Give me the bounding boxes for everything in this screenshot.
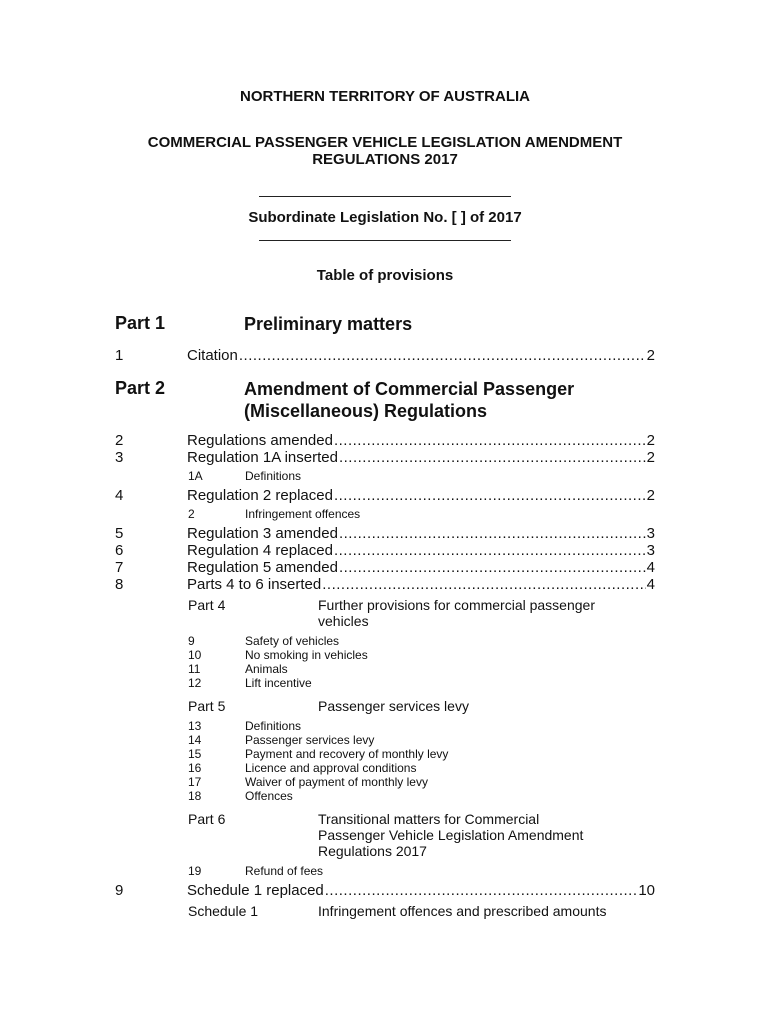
subpart-number: Part 6 [188, 811, 226, 827]
dot-leader [339, 449, 646, 467]
sub-entry-title: No smoking in vehicles [245, 648, 368, 662]
dot-leader [339, 525, 646, 543]
entry-label: Regulations amended [187, 432, 333, 449]
toc-entry-2[interactable] [0, 432, 770, 450]
sub-entry-number: 19 [188, 864, 202, 878]
dot-leader [334, 487, 646, 505]
entry-page: 3 [646, 542, 655, 559]
sub-entry-title: Safety of vehicles [245, 634, 340, 648]
sub-entry-number: 14 [188, 733, 202, 747]
sub-entry-number: 1A [188, 469, 203, 483]
entry-number: 8 [115, 576, 124, 593]
entry-number: 6 [115, 542, 124, 559]
sub-entry-title: Animals [245, 662, 288, 676]
sub-entry-title: Refund of fees [245, 864, 324, 878]
sub-entry-title: Definitions [245, 469, 302, 483]
sub-entry-title: Payment and recovery of monthly levy [245, 747, 449, 761]
dot-leader [239, 347, 646, 365]
subpart-number: Part 5 [188, 698, 226, 714]
entry-label: Regulation 4 replaced [187, 542, 333, 559]
sub-entry-number: 15 [188, 747, 202, 761]
subpart-title: Passenger services levy [318, 698, 469, 714]
sub-entry-title: Offences [245, 789, 293, 803]
sub-entry-number: 2 [188, 507, 195, 521]
jurisdiction-heading: NORTHERN TERRITORY OF AUSTRALIA [239, 88, 530, 105]
document-title-line1: COMMERCIAL PASSENGER VEHICLE LEGISLATION AMENDMENT [147, 134, 623, 151]
entry-label: Parts 4 to 6 inserted [187, 576, 322, 593]
sub-entry-title: Definitions [245, 719, 302, 733]
divider-top [259, 196, 511, 197]
subpart-title: Further provisions for commercial passenger vehicles [318, 597, 595, 629]
toc-entry-5[interactable] [0, 525, 770, 543]
sub-entry-number: 10 [188, 648, 202, 662]
sub-entry-number: 9 [188, 634, 195, 648]
toc-entry-8[interactable] [0, 576, 770, 594]
dot-leader [322, 576, 645, 594]
dot-leader [334, 432, 646, 450]
sub-entry-number: 16 [188, 761, 202, 775]
entry-page: 2 [646, 347, 655, 364]
entry-label: Schedule 1 replaced [187, 882, 324, 899]
toc-entry-4[interactable] [0, 487, 770, 505]
schedule-title: Infringement offences and prescribed amounts [318, 903, 607, 919]
entry-label: Citation [187, 347, 238, 364]
subordinate-legislation-number: Subordinate Legislation No. [ ] of 2017 [248, 209, 522, 226]
subpart-title: Transitional matters for Commercial Passenger Vehicle Legislation Amendment Regulations 2017 [318, 811, 584, 859]
document-title-line2: REGULATIONS 2017 [312, 151, 458, 168]
part-1-title: Preliminary matters [244, 314, 413, 334]
toc-heading: Table of provisions [316, 267, 454, 284]
sub-entry-number: 12 [188, 676, 202, 690]
entry-number: 7 [115, 559, 124, 576]
sub-entry-title: Passenger services levy [245, 733, 375, 747]
entry-page: 2 [646, 432, 655, 449]
sub-entry-title: Licence and approval conditions [245, 761, 417, 775]
schedule-number: Schedule 1 [188, 903, 259, 919]
sub-entry-number: 13 [188, 719, 202, 733]
entry-number: 9 [115, 882, 124, 899]
toc-entry-3[interactable] [0, 449, 770, 467]
dot-leader [325, 882, 638, 900]
entry-page: 10 [638, 882, 655, 899]
sub-entry-number: 17 [188, 775, 202, 789]
sub-entry-number: 18 [188, 789, 202, 803]
part-2-number: Part 2 [115, 378, 166, 398]
entry-label: Regulation 2 replaced [187, 487, 333, 504]
sub-entry-title: Waiver of payment of monthly levy [245, 775, 428, 789]
toc-entry-9[interactable] [0, 882, 770, 900]
entry-number: 3 [115, 449, 124, 466]
entry-page: 4 [646, 576, 655, 593]
entry-page: 4 [646, 559, 655, 576]
part-2-title-line2: (Miscellaneous) Regulations [244, 401, 488, 421]
sub-entry-number: 11 [188, 662, 201, 676]
entry-page: 2 [646, 449, 655, 466]
entry-page: 2 [646, 487, 655, 504]
divider-bottom [259, 240, 511, 241]
entry-number: 1 [115, 347, 124, 364]
entry-label: Regulation 1A inserted [187, 449, 338, 466]
dot-leader [339, 559, 646, 577]
sub-entry-title: Lift incentive [245, 676, 312, 690]
entry-number: 5 [115, 525, 124, 542]
entry-page: 3 [646, 525, 655, 542]
part-2-title-line1: Amendment of Commercial Passenger [244, 379, 575, 399]
entry-number: 4 [115, 487, 124, 504]
dot-leader [334, 542, 646, 560]
entry-label: Regulation 3 amended [187, 525, 338, 542]
toc-entry-7[interactable] [0, 559, 770, 577]
entry-number: 2 [115, 432, 124, 449]
subpart-number: Part 4 [188, 597, 226, 613]
toc-entry-1[interactable] [0, 347, 770, 365]
entry-label: Regulation 5 amended [187, 559, 338, 576]
sub-entry-title: Infringement offences [245, 507, 361, 521]
part-1-number: Part 1 [115, 313, 166, 333]
toc-entry-6[interactable] [0, 542, 770, 560]
